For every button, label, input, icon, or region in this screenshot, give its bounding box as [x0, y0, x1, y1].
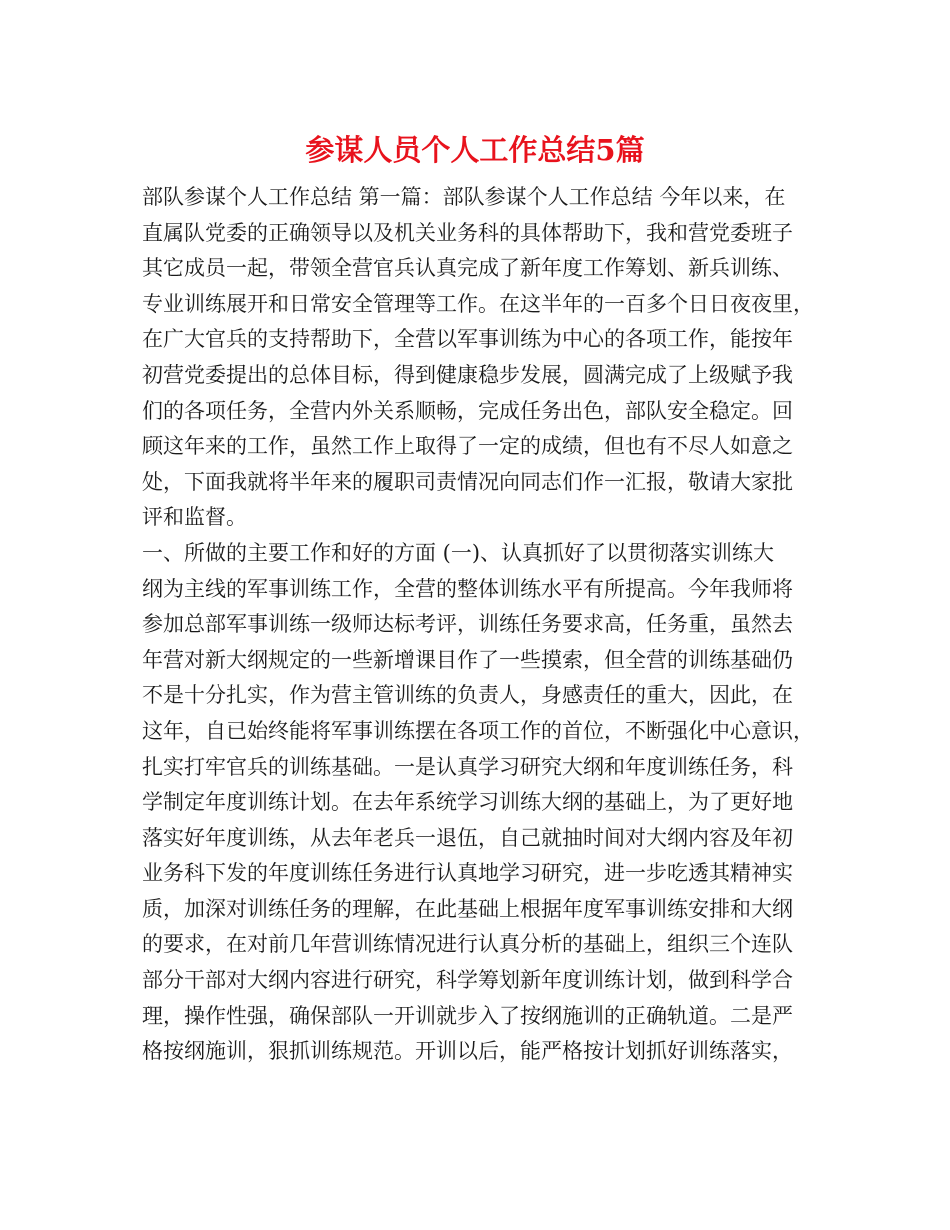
body-line: 格按纲施训，狠抓训练规范。开训以后，能严格按计划抓好训练落实， [142, 1039, 793, 1064]
body-line: 一、所做的主要工作和好的方面 (一)、认真抓好了以贯彻落实训练大 [142, 540, 775, 565]
body-line: 理，操作性强，确保部队一开训就步入了按纲施训的正确轨道。二是严 [142, 1003, 793, 1028]
body-line: 学制定年度训练计划。在去年系统学习训练大纲的基础上，为了更好地 [142, 790, 793, 815]
body-line: 评和监督。 [142, 505, 247, 530]
body-line: 部队参谋个人工作总结 第一篇：部队参谋个人工作总结 今年以来，在 [142, 185, 786, 209]
body-line: 顾这年来的工作，虽然工作上取得了一定的成绩，但也有不尽人如意之 [142, 434, 793, 459]
body-line: 们的各项任务，全营内外关系顺畅，完成任务出色，部队安全稳定。回 [142, 398, 793, 423]
body-line: 参加总部军事训练一级师达标考评，训练任务要求高，任务重，虽然去 [142, 612, 793, 637]
body-line: 不是十分扎实，作为营主管训练的负责人，身感责任的重大，因此，在 [142, 683, 793, 708]
body-line: 初营党委提出的总体目标，得到健康稳步发展，圆满完成了上级赋予我 [142, 362, 793, 387]
body-line: 业务科下发的年度训练任务进行认真地学习研究，进一步吃透其精神实 [142, 861, 793, 886]
document-body [142, 180, 822, 1070]
body-line: 的要求，在对前几年营训练情况进行认真分析的基础上，组织三个连队 [142, 932, 793, 957]
body-line: 在广大官兵的支持帮助下，全营以军事训练为中心的各项工作，能按年 [142, 327, 793, 352]
body-line: 这年，自已始终能将军事训练摆在各项工作的首位，不断强化中心意识， [142, 718, 814, 743]
body-line: 直属队党委的正确领导以及机关业务科的具体帮助下，我和营党委班子 [142, 220, 793, 245]
body-line: 部分干部对大纲内容进行研究，科学筹划新年度训练计划，做到科学合 [142, 968, 793, 993]
body-line: 扎实打牢官兵的训练基础。一是认真学习研究大纲和年度训练任务，科 [142, 754, 793, 779]
body-line: 质，加深对训练任务的理解，在此基础上根据年度军事训练安排和大纲 [142, 896, 793, 921]
body-line: 纲为主线的军事训练工作，全营的整体训练水平有所提高。今年我师将 [142, 576, 793, 601]
body-line: 处，下面我就将半年来的履职司责情况向同志们作一汇报，敬请大家批 [142, 469, 793, 494]
body-line: 专业训练展开和日常安全管理等工作。在这半年的一百多个日日夜夜里， [142, 291, 814, 316]
body-line: 其它成员一起，带领全营官兵认真完成了新年度工作筹划、新兵训练、 [142, 256, 793, 281]
body-line: 年营对新大纲规定的一些新增课目作了一些摸索，但全营的训练基础仍 [142, 647, 793, 672]
body-line: 落实好年度训练，从去年老兵一退伍，自己就抽时间对大纲内容及年初 [142, 825, 793, 850]
document-title: 参谋人员个人工作总结5篇 [305, 133, 645, 167]
